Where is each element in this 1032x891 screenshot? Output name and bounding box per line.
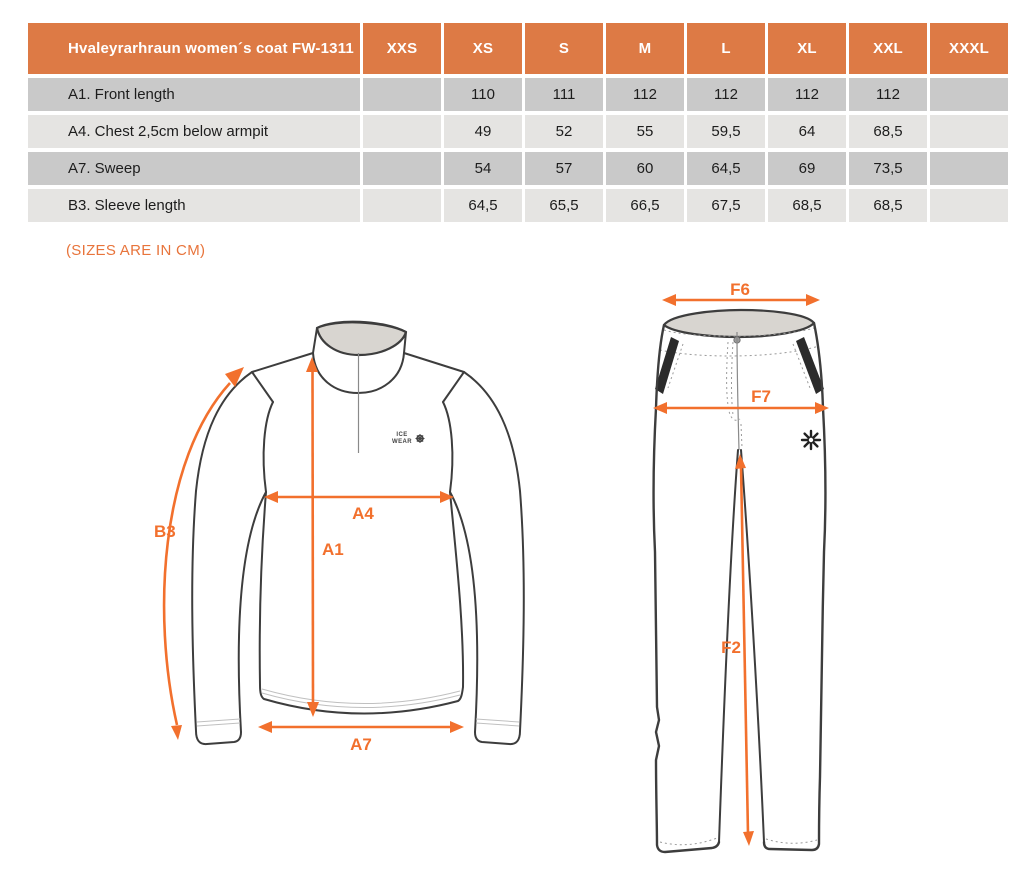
pants-right-side [764,323,825,850]
row-label: A4. Chest 2,5cm below armpit [28,115,360,148]
size-col-header-xxl: XXL [849,23,927,74]
jacket-body [260,492,463,714]
svg-text:WEAR: WEAR [392,439,412,445]
size-value [930,115,1008,148]
size-value: 68,5 [768,189,846,222]
f6-label: F6 [730,282,750,299]
f7-arrow [653,402,829,414]
size-value: 111 [525,78,603,111]
size-value: 68,5 [849,189,927,222]
size-col-header-xl: XL [768,23,846,74]
size-value: 60 [606,152,684,185]
size-value: 59,5 [687,115,765,148]
size-value: 64 [768,115,846,148]
size-value: 68,5 [849,115,927,148]
a1-label: A1 [322,540,344,559]
size-value [363,78,441,111]
snowflake-icon [802,431,820,449]
f7-label: F7 [751,387,771,406]
size-value [930,78,1008,111]
size-value [363,152,441,185]
row-label: A1. Front length [28,78,360,111]
size-value: 73,5 [849,152,927,185]
size-value: 64,5 [444,189,522,222]
size-value: 112 [606,78,684,111]
b3-label: B3 [154,522,176,541]
size-value: 57 [525,152,603,185]
f2-label: F2 [721,638,741,657]
a1-arrow [306,357,319,717]
size-value: 69 [768,152,846,185]
size-col-header-m: M [606,23,684,74]
size-value [930,189,1008,222]
row-label: A7. Sweep [28,152,360,185]
a7-label: A7 [350,735,372,754]
a4-arrow [264,491,454,503]
row-label: B3. Sleeve length [28,189,360,222]
jacket-diagram [130,295,570,765]
size-value: 55 [606,115,684,148]
a7-arrow [258,721,464,733]
size-value: 54 [444,152,522,185]
size-col-header-s: S [525,23,603,74]
size-value: 112 [687,78,765,111]
svg-text:ICE: ICE [396,432,408,438]
size-value: 112 [768,78,846,111]
size-col-header-xxxl: XXXL [930,23,1008,74]
size-value: 110 [444,78,522,111]
table-title: Hvaleyrarhraun women´s coat FW-1311 [28,23,360,74]
sizes-unit-note: (SIZES ARE IN CM) [66,242,206,259]
a4-label: A4 [352,504,374,523]
pants-diagram [600,282,900,872]
size-value: 52 [525,115,603,148]
size-col-header-xxs: XXS [363,23,441,74]
size-col-header-xs: XS [444,23,522,74]
size-value [930,152,1008,185]
waist-opening [664,310,814,337]
size-value: 112 [849,78,927,111]
size-value: 49 [444,115,522,148]
size-value [363,115,441,148]
size-value: 66,5 [606,189,684,222]
size-value: 65,5 [525,189,603,222]
b3-arrow [164,367,244,740]
size-value: 67,5 [687,189,765,222]
size-col-header-l: L [687,23,765,74]
fly-seam [727,332,742,450]
size-value [363,189,441,222]
icewear-logo [392,432,424,445]
size-table [28,23,1008,222]
logo-gear-icon [416,434,425,443]
size-value: 64,5 [687,152,765,185]
jacket-right-sleeve [464,372,524,744]
